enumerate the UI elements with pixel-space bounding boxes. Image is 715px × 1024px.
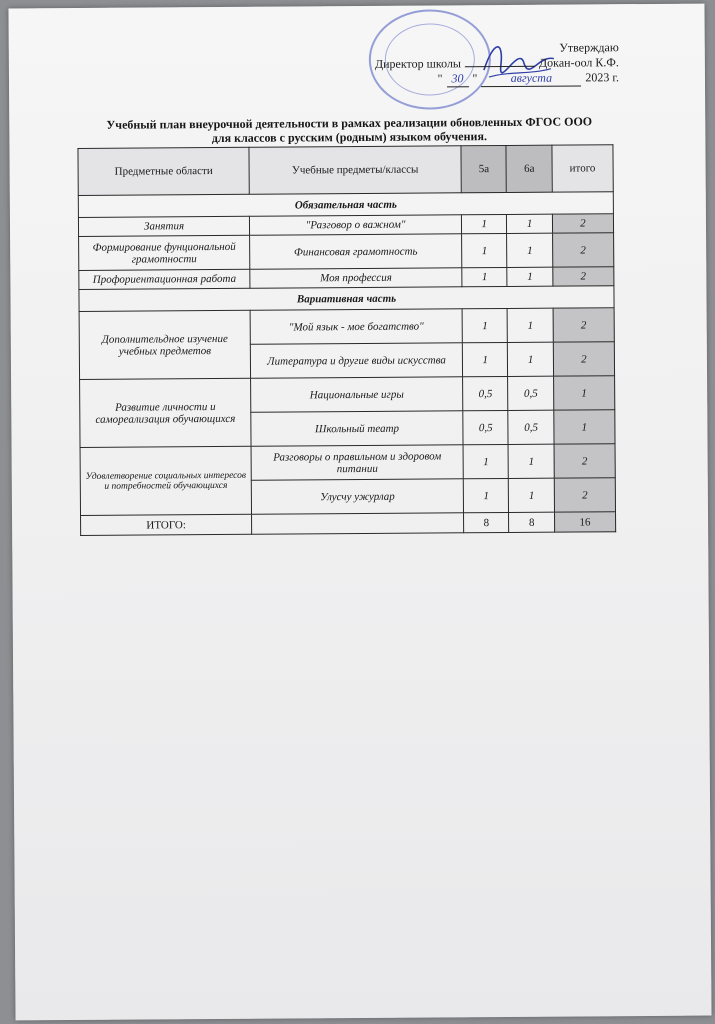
section-variative-label: Вариативная часть [79,286,614,312]
date-quote-open: " [437,71,443,86]
total-label-cell: ИТОГО: [81,514,252,535]
hours-6a-cell: 1 [507,233,553,267]
area-cell: Удовлетворение социальных интересов и потребностей обучающихся [80,446,252,515]
subject-cell: Школьный театр [251,411,463,446]
subject-cell: "Разговор о важном" [250,215,462,235]
hours-6a-cell: 1 [509,444,555,478]
total-5a-cell: 8 [464,512,510,532]
total-cell: 2 [553,342,614,376]
total-empty-cell [252,513,464,534]
hours-5a-cell: 1 [462,308,508,342]
table-header-row [78,145,613,196]
date-day: 30 [446,71,468,87]
total-cell: 2 [553,308,614,342]
header-class-5a: 5а [461,145,507,192]
hours-5a-cell: 1 [463,478,509,512]
hours-5a-cell: 1 [462,233,508,267]
area-cell: Занятия [78,216,249,236]
hours-5a-cell: 0,5 [463,410,509,444]
subject-cell: Финансовая грамотность [250,234,462,269]
section-mandatory-label: Обязательная часть [78,192,613,218]
date-year: 2023 г. [585,70,620,85]
total-cell: 2 [552,214,613,233]
hours-5a-cell: 1 [462,267,508,286]
hours-6a-cell: 1 [508,308,554,342]
total-cell: 1 [554,410,615,444]
header-subject-areas: Предметные области [78,147,249,195]
approval-block [339,40,619,88]
approve-label: Утверждаю [559,40,619,55]
hours-6a-cell: 0,5 [508,410,554,444]
total-6a-cell: 8 [509,512,555,532]
director-label: Директор школы [374,56,462,71]
hours-6a-cell: 1 [507,214,553,233]
total-cell: 2 [554,478,615,512]
total-cell: 2 [553,267,614,286]
grand-total-cell: 16 [554,512,615,532]
header-subjects-classes: Учебные предметы/классы [249,146,461,194]
hours-5a-cell: 1 [462,214,508,233]
document-sheet [8,4,711,1021]
document-title [79,114,619,146]
hours-6a-cell: 0,5 [508,376,554,410]
table-row [80,376,615,414]
total-cell: 2 [554,444,615,478]
area-cell: Профориентационная работа [79,269,250,289]
signature-line [465,66,535,67]
hours-5a-cell: 1 [463,444,509,478]
title-line-1: Учебный план внеурочной деятельности в рамках реализации обновленных ФГОС ООО [106,114,593,132]
total-row [81,512,616,536]
subject-cell: Разговоры о правильном и здоровом питании [251,445,463,480]
subject-cell: Литература и другие виды искусства [250,343,462,378]
subject-cell: "Мой язык - мое богатство" [250,309,462,344]
hours-6a-cell: 1 [509,478,555,512]
hours-6a-cell: 1 [507,267,553,286]
table-row [79,233,614,271]
total-cell: 1 [553,376,614,410]
header-total: итого [552,145,613,192]
table-row [80,444,615,482]
area-cell: Дополнительдное изучение учебных предметов [79,310,251,379]
header-class-6a: 6а [506,145,552,192]
subject-cell: Улусчу ужурлар [251,479,463,514]
date-month: августа [481,70,581,87]
hours-5a-cell: 1 [462,342,508,376]
subject-cell: Национальные игры [251,377,463,412]
subject-cell: Моя профессия [250,268,462,288]
area-cell: Формирование фунциональной грамотности [79,235,250,270]
hours-6a-cell: 1 [508,342,554,376]
director-name: Докан-оол К.Ф. [538,55,619,70]
total-cell: 2 [552,233,613,267]
curriculum-table [77,144,616,536]
hours-5a-cell: 0,5 [463,376,509,410]
area-cell: Развитие личности и самореализация обучающихся [80,378,252,447]
date-quote-close: " [472,71,478,86]
title-line-2: для классов с русским (родным) языком обучения. [211,129,487,146]
table-row [79,308,614,346]
